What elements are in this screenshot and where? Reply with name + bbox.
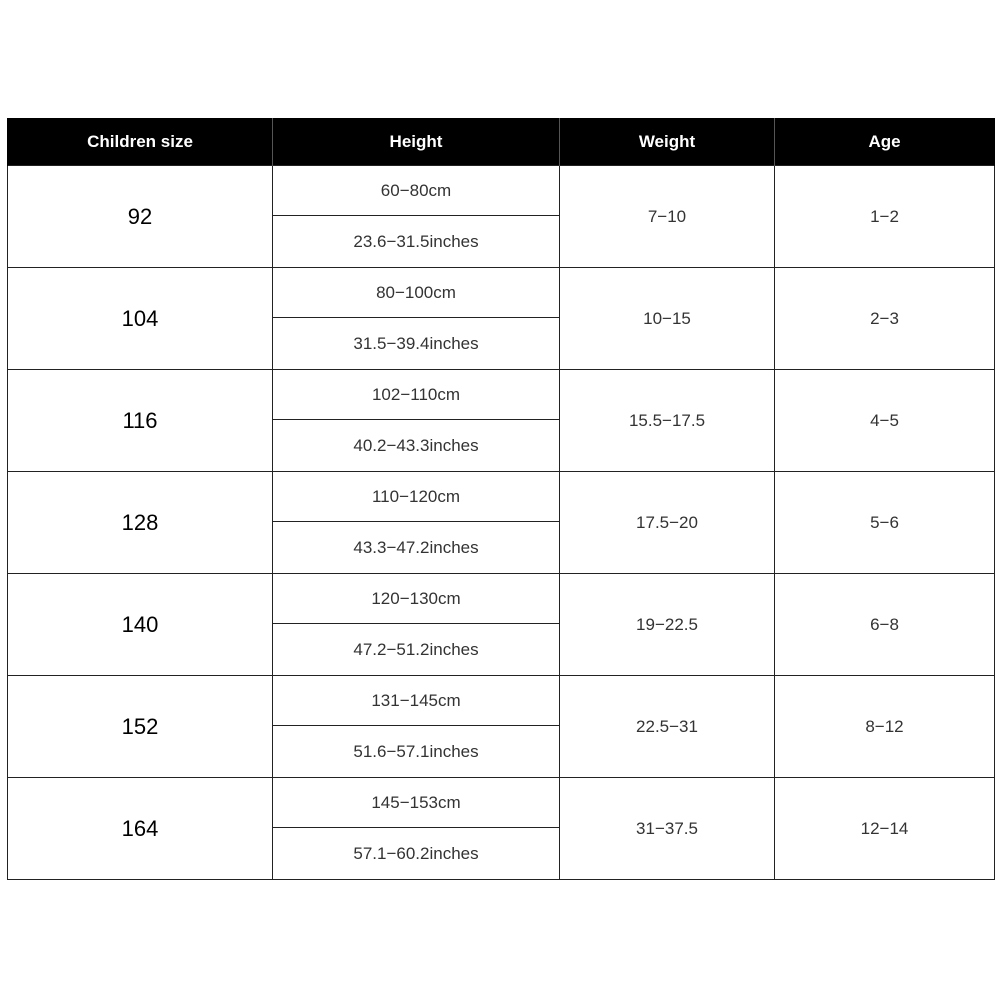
size-cell: 116 <box>8 370 273 472</box>
table-row <box>8 778 995 828</box>
weight-cell: 22.5−31 <box>560 676 775 778</box>
weight-cell: 7−10 <box>560 166 775 268</box>
height-in-cell: 40.2−43.3inches <box>273 420 560 472</box>
header-row <box>8 118 995 166</box>
size-cell: 128 <box>8 472 273 574</box>
height-in-cell: 23.6−31.5inches <box>273 216 560 268</box>
weight-cell: 31−37.5 <box>560 778 775 880</box>
height-cm-cell: 102−110cm <box>273 370 560 420</box>
height-cm-cell: 131−145cm <box>273 676 560 726</box>
size-cell: 92 <box>8 166 273 268</box>
age-cell: 8−12 <box>775 676 995 778</box>
age-cell: 5−6 <box>775 472 995 574</box>
table-header <box>8 118 995 166</box>
age-cell: 1−2 <box>775 166 995 268</box>
header-weight: Weight <box>560 118 775 166</box>
weight-cell: 17.5−20 <box>560 472 775 574</box>
weight-cell: 10−15 <box>560 268 775 370</box>
height-cm-cell: 120−130cm <box>273 574 560 624</box>
table-row <box>8 472 995 522</box>
height-in-cell: 51.6−57.1inches <box>273 726 560 778</box>
age-cell: 2−3 <box>775 268 995 370</box>
height-in-cell: 47.2−51.2inches <box>273 624 560 676</box>
height-cm-cell: 145−153cm <box>273 778 560 828</box>
height-cm-cell: 110−120cm <box>273 472 560 522</box>
table-row <box>8 574 995 624</box>
table-row <box>8 676 995 726</box>
size-chart-table <box>7 118 995 880</box>
height-cm-cell: 60−80cm <box>273 166 560 216</box>
table-body <box>8 166 995 880</box>
height-in-cell: 31.5−39.4inches <box>273 318 560 370</box>
age-cell: 6−8 <box>775 574 995 676</box>
header-age: Age <box>775 118 995 166</box>
size-cell: 164 <box>8 778 273 880</box>
weight-cell: 19−22.5 <box>560 574 775 676</box>
table-row <box>8 268 995 318</box>
header-children-size: Children size <box>8 118 273 166</box>
height-in-cell: 43.3−47.2inches <box>273 522 560 574</box>
height-in-cell: 57.1−60.2inches <box>273 828 560 880</box>
table-row <box>8 166 995 216</box>
age-cell: 12−14 <box>775 778 995 880</box>
table-row <box>8 370 995 420</box>
weight-cell: 15.5−17.5 <box>560 370 775 472</box>
age-cell: 4−5 <box>775 370 995 472</box>
header-height: Height <box>273 118 560 166</box>
size-cell: 152 <box>8 676 273 778</box>
size-cell: 104 <box>8 268 273 370</box>
height-cm-cell: 80−100cm <box>273 268 560 318</box>
size-cell: 140 <box>8 574 273 676</box>
